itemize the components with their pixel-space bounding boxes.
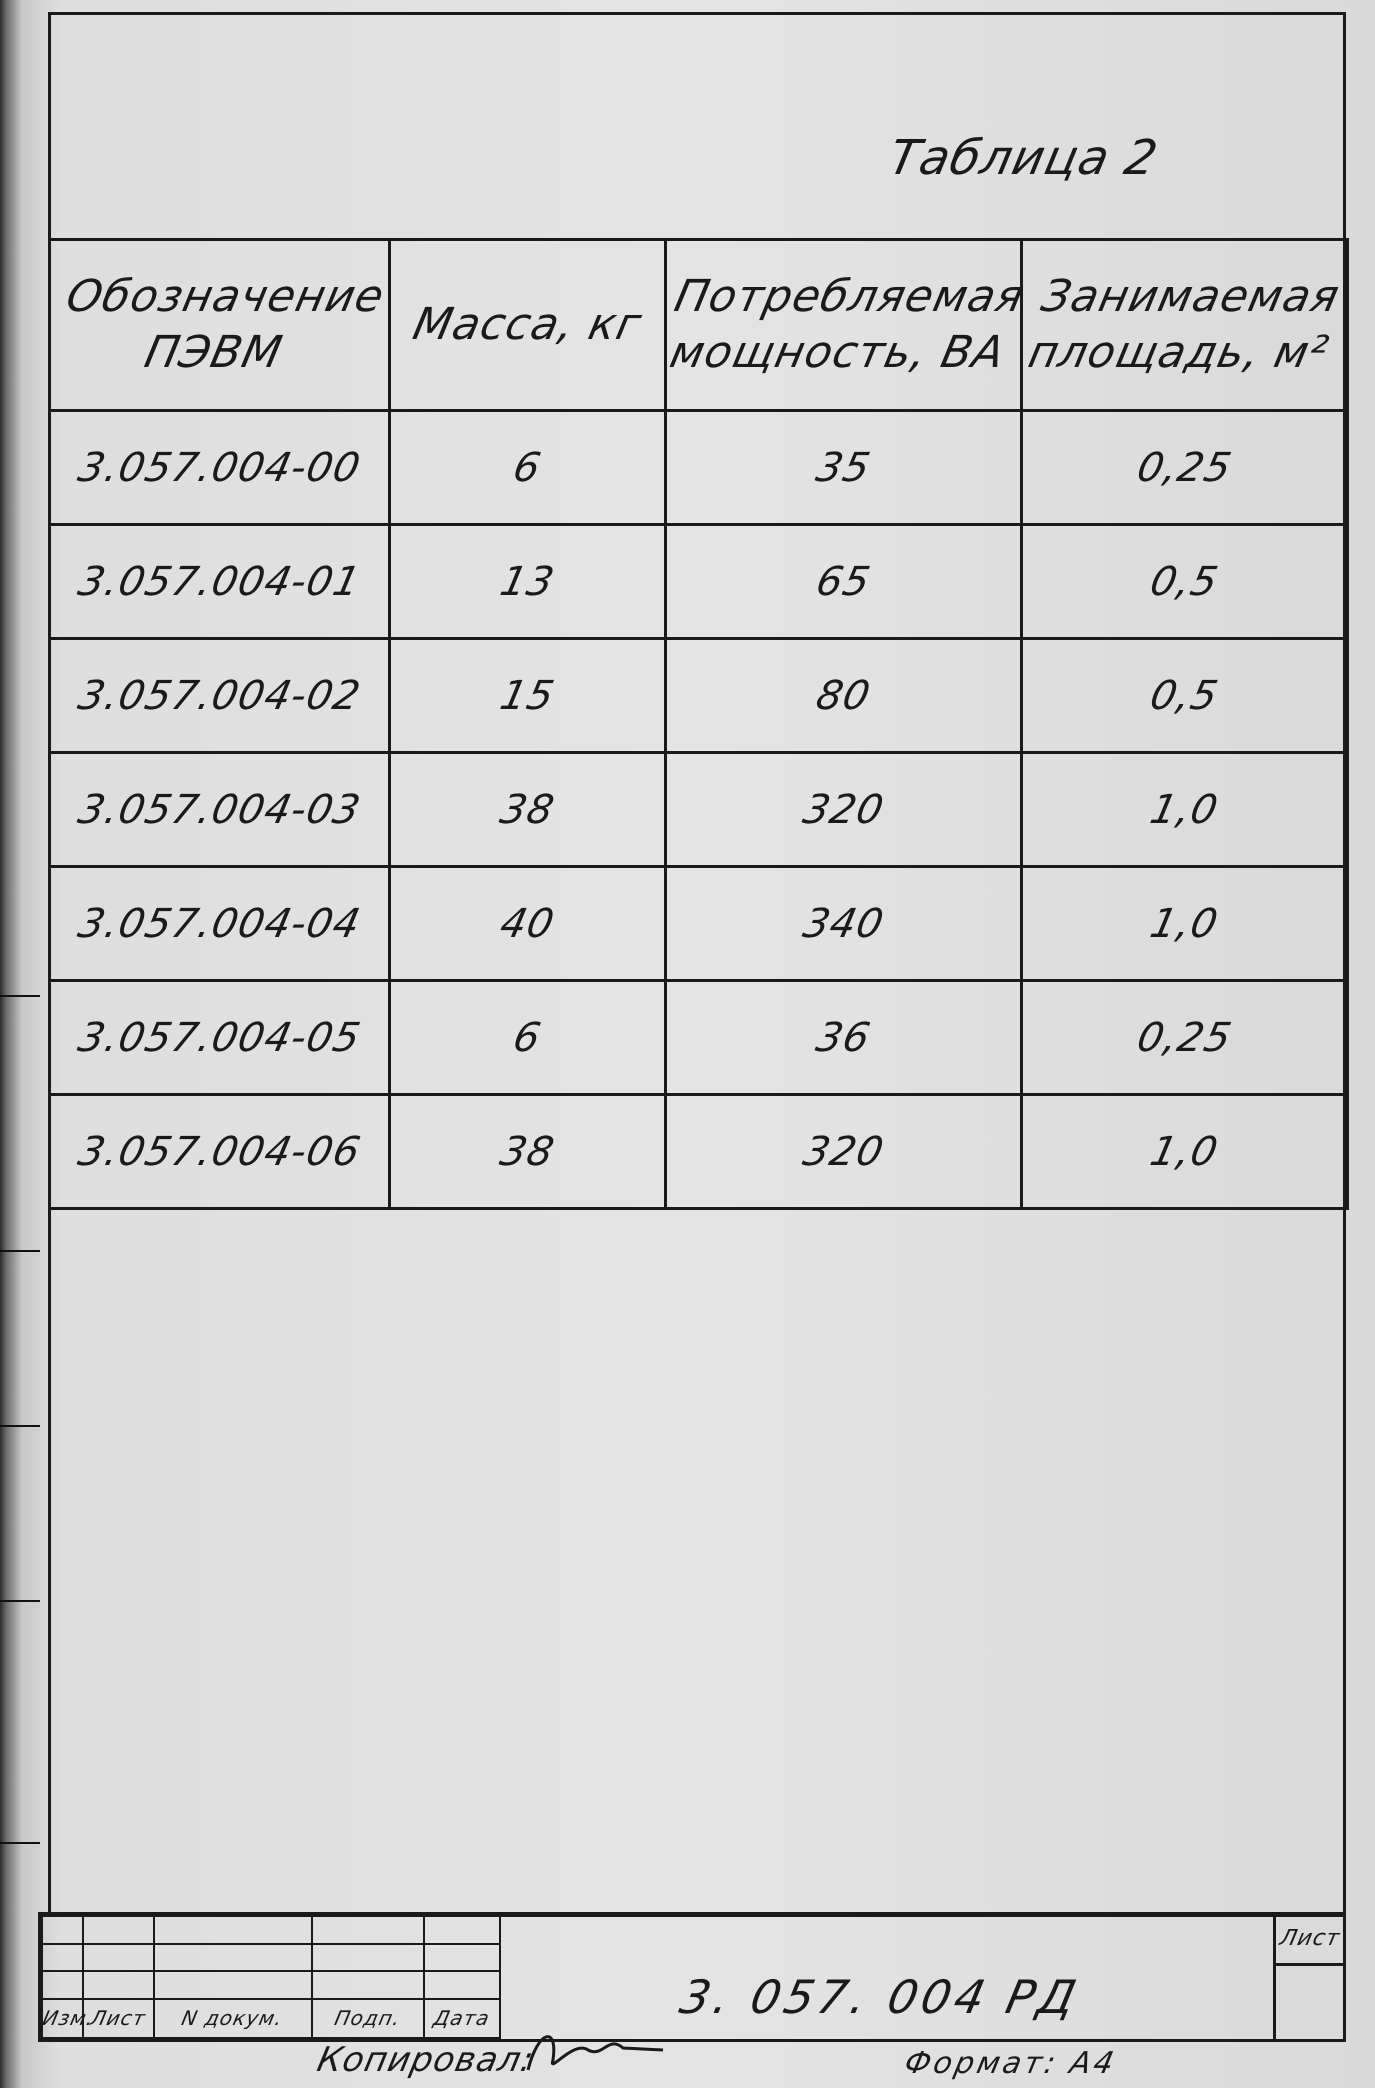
- table-cell: 80: [666, 639, 1022, 753]
- table-cell: 3.057.004-05: [50, 981, 390, 1095]
- column-header: Занимаемая площадь, м²: [1022, 240, 1348, 411]
- label-doc-number: N докум.: [154, 1999, 312, 2038]
- table-cell: 6: [390, 411, 666, 525]
- table-cell: 35: [666, 411, 1022, 525]
- copied-by-label: Копировал:: [313, 2040, 538, 2080]
- revision-labels-row: [42, 1999, 500, 2038]
- table-cell: 320: [666, 1095, 1022, 1209]
- table-cell: 3.057.004-02: [50, 639, 390, 753]
- table-cell: 36: [666, 981, 1022, 1095]
- margin-tick: [0, 1250, 40, 1252]
- title-block: [38, 1912, 1346, 2042]
- margin-tick: [0, 1842, 40, 1844]
- table-row: [50, 981, 1348, 1095]
- column-header: Масса, кг: [390, 240, 666, 411]
- table-cell: 3.057.004-03: [50, 753, 390, 867]
- table-title: Таблица 2: [884, 130, 1164, 186]
- sheet-label: Лист: [1276, 1915, 1343, 1966]
- table-cell: 320: [666, 753, 1022, 867]
- table-cell: 65: [666, 525, 1022, 639]
- table-row: [50, 525, 1348, 639]
- table-cell: 13: [390, 525, 666, 639]
- table-cell: 3.057.004-06: [50, 1095, 390, 1209]
- table-cell: 1,0: [1022, 1095, 1348, 1209]
- table-cell: 3.057.004-04: [50, 867, 390, 981]
- table-header-row: [50, 240, 1348, 411]
- table-cell: 0,25: [1022, 981, 1348, 1095]
- handwritten-signature: [518, 2020, 668, 2080]
- table-row: [50, 639, 1348, 753]
- table-cell: 3.057.004-00: [50, 411, 390, 525]
- table-cell: 6: [390, 981, 666, 1095]
- table-cell: 0,25: [1022, 411, 1348, 525]
- document-code: 3. 057. 004 РД: [675, 1970, 1085, 2024]
- table-cell: 0,5: [1022, 525, 1348, 639]
- margin-tick: [0, 1425, 40, 1427]
- table-row: [50, 411, 1348, 525]
- table-cell: 1,0: [1022, 753, 1348, 867]
- table-cell: 40: [390, 867, 666, 981]
- label-list: Лист: [83, 1999, 154, 2038]
- table-row: [50, 867, 1348, 981]
- revision-grid: [41, 1915, 501, 2039]
- table-cell: 15: [390, 639, 666, 753]
- table-row: [50, 1095, 1348, 1209]
- margin-tick: [0, 995, 40, 997]
- column-header: Потребляемая мощность, ВА: [666, 240, 1022, 411]
- specs-table: [48, 238, 1349, 1210]
- table-cell: 3.057.004-01: [50, 525, 390, 639]
- label-izm: Изм.: [42, 1999, 83, 2038]
- format-label: Формат: А4: [901, 2046, 1120, 2081]
- sheet-cell: [1273, 1915, 1343, 2039]
- label-signature: Подп.: [312, 1999, 424, 2038]
- table-cell: 1,0: [1022, 867, 1348, 981]
- table-cell: 38: [390, 753, 666, 867]
- column-header: Обозначение ПЭВМ: [50, 240, 390, 411]
- label-date: Дата: [424, 1999, 500, 2038]
- table-cell: 340: [666, 867, 1022, 981]
- table-cell: 38: [390, 1095, 666, 1209]
- table-cell: 0,5: [1022, 639, 1348, 753]
- table-row: [50, 753, 1348, 867]
- margin-tick: [0, 1600, 40, 1602]
